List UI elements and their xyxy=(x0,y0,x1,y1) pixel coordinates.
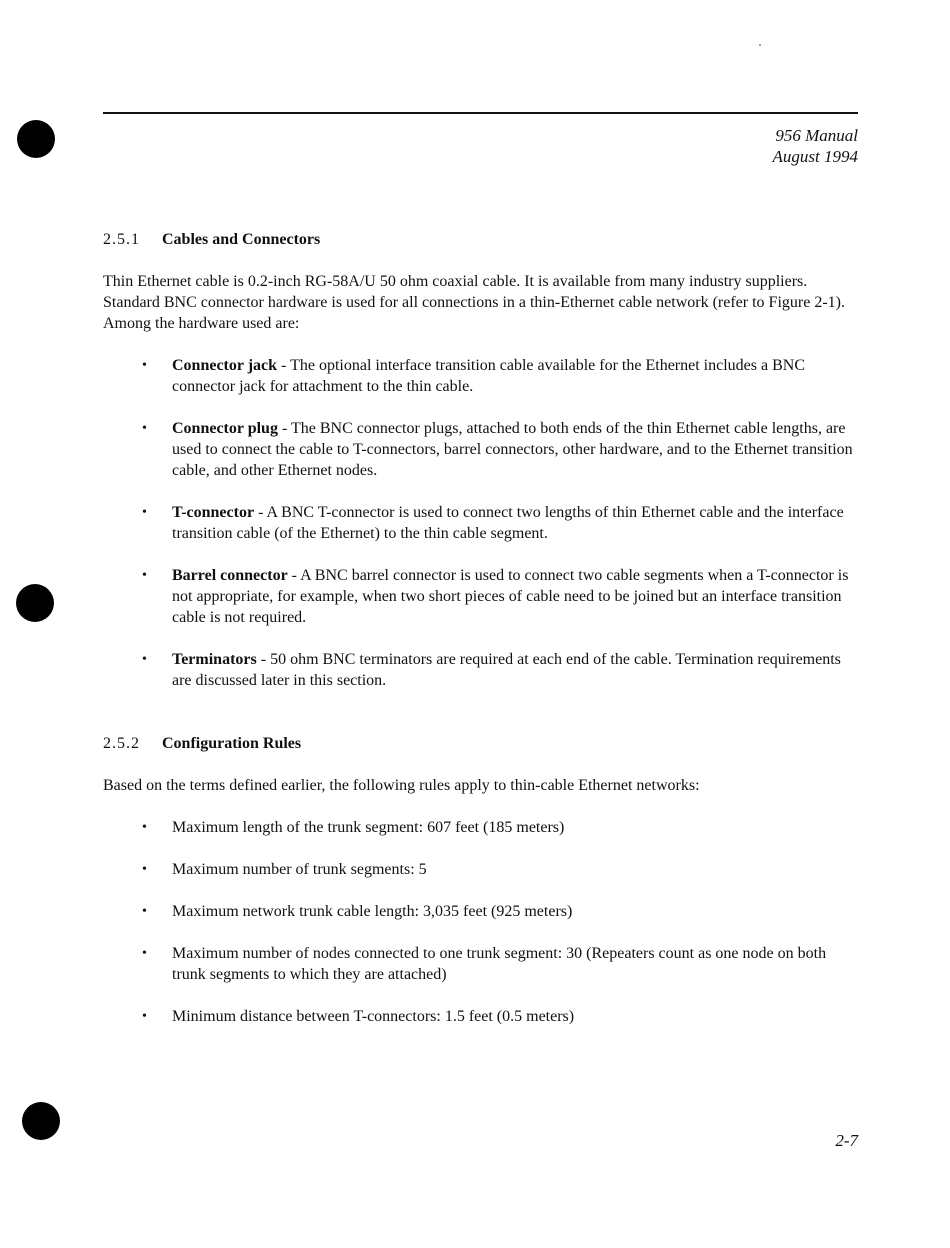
section-title: Cables and Connectors xyxy=(162,231,321,248)
term-connector-plug: Connector plug xyxy=(172,420,278,437)
bullet-icon: • xyxy=(142,505,147,520)
rule-text: Maximum number of trunk segments: 5 xyxy=(172,861,427,878)
bullet-icon: • xyxy=(142,421,147,436)
definition: - 50 ohm BNC terminators are required at each end of the cable. Termination requirements are discussed later in this section. xyxy=(172,651,841,689)
running-header xyxy=(773,125,858,167)
header-rule xyxy=(103,112,858,114)
page-body xyxy=(103,229,858,1027)
list-item xyxy=(103,355,858,397)
rules-intro-paragraph: Based on the terms defined earlier, the following rules apply to thin-cable Ethernet networks: xyxy=(103,777,700,794)
term-barrel-connector: Barrel connector xyxy=(172,567,288,584)
section-number: 2.5.2 xyxy=(103,735,140,752)
bullet-icon: • xyxy=(142,862,147,877)
bullet-icon: • xyxy=(142,568,147,583)
list-item xyxy=(103,565,858,628)
bullet-icon: • xyxy=(142,946,147,961)
bullet-icon: • xyxy=(142,1009,147,1024)
list-item xyxy=(103,817,858,838)
binder-hole-middle xyxy=(16,584,54,622)
scan-speck xyxy=(759,44,761,46)
binder-hole-top xyxy=(17,120,55,158)
section-title: Configuration Rules xyxy=(162,735,302,752)
bullet-icon: • xyxy=(142,358,147,373)
bullet-icon: • xyxy=(142,820,147,835)
definition: - A BNC barrel connector is used to connect two cable segments when a T-connector is not appropriate, for example, when two short pieces of cable need to be joined but an interface transition cable is not required. xyxy=(172,567,849,626)
list-item xyxy=(103,943,858,985)
binder-hole-bottom xyxy=(22,1102,60,1140)
term-terminators: Terminators xyxy=(172,651,257,668)
rules-list xyxy=(103,817,858,1027)
manual-title: 956 Manual xyxy=(775,126,858,145)
list-item xyxy=(103,1006,858,1027)
rule-text: Minimum distance between T-connectors: 1.5 feet (0.5 meters) xyxy=(172,1008,575,1025)
page-number: 2-7 xyxy=(835,1131,858,1150)
term-t-connector: T-connector xyxy=(172,504,255,521)
section-heading-cables xyxy=(103,229,858,250)
definition: - A BNC T-connector is used to connect two lengths of thin Ethernet cable and the interface transition cable (of the Ethernet) to the thin cable segment. xyxy=(172,504,844,542)
bullet-icon: • xyxy=(142,652,147,667)
rule-text: Maximum network trunk cable length: 3,035 feet (925 meters) xyxy=(172,903,573,920)
section-number: 2.5.1 xyxy=(103,231,140,248)
list-item xyxy=(103,502,858,544)
list-item xyxy=(103,859,858,880)
rule-text: Maximum number of nodes connected to one trunk segment: 30 (Repeaters count as one node on both trunk segments to which they are attached) xyxy=(172,945,827,983)
rule-text: Maximum length of the trunk segment: 607 feet (185 meters) xyxy=(172,819,565,836)
section-heading-configuration xyxy=(103,733,858,754)
definition: - The BNC connector plugs, attached to both ends of the thin Ethernet cable lengths, are used to connect the cable to T-connectors, barrel connectors, other hardware, and to the Ethernet transition cable, and other Ethernet nodes. xyxy=(172,420,853,479)
definition: - The optional interface transition cable available for the Ethernet includes a BNC connector jack for attachment to the thin cable. xyxy=(172,357,805,395)
bullet-icon: • xyxy=(142,904,147,919)
hardware-list xyxy=(103,355,858,691)
list-item xyxy=(103,649,858,691)
term-connector-jack: Connector jack xyxy=(172,357,278,374)
cables-intro-paragraph: Thin Ethernet cable is 0.2-inch RG-58A/U 50 ohm coaxial cable. It is available from many industry suppliers. Standard BNC connector hardware is used for all connections in a thin-Ethernet cable network (refer to Figure 2-1). Among the hardware used are: xyxy=(103,273,845,332)
list-item xyxy=(103,418,858,481)
list-item xyxy=(103,901,858,922)
manual-date: August 1994 xyxy=(772,147,858,166)
